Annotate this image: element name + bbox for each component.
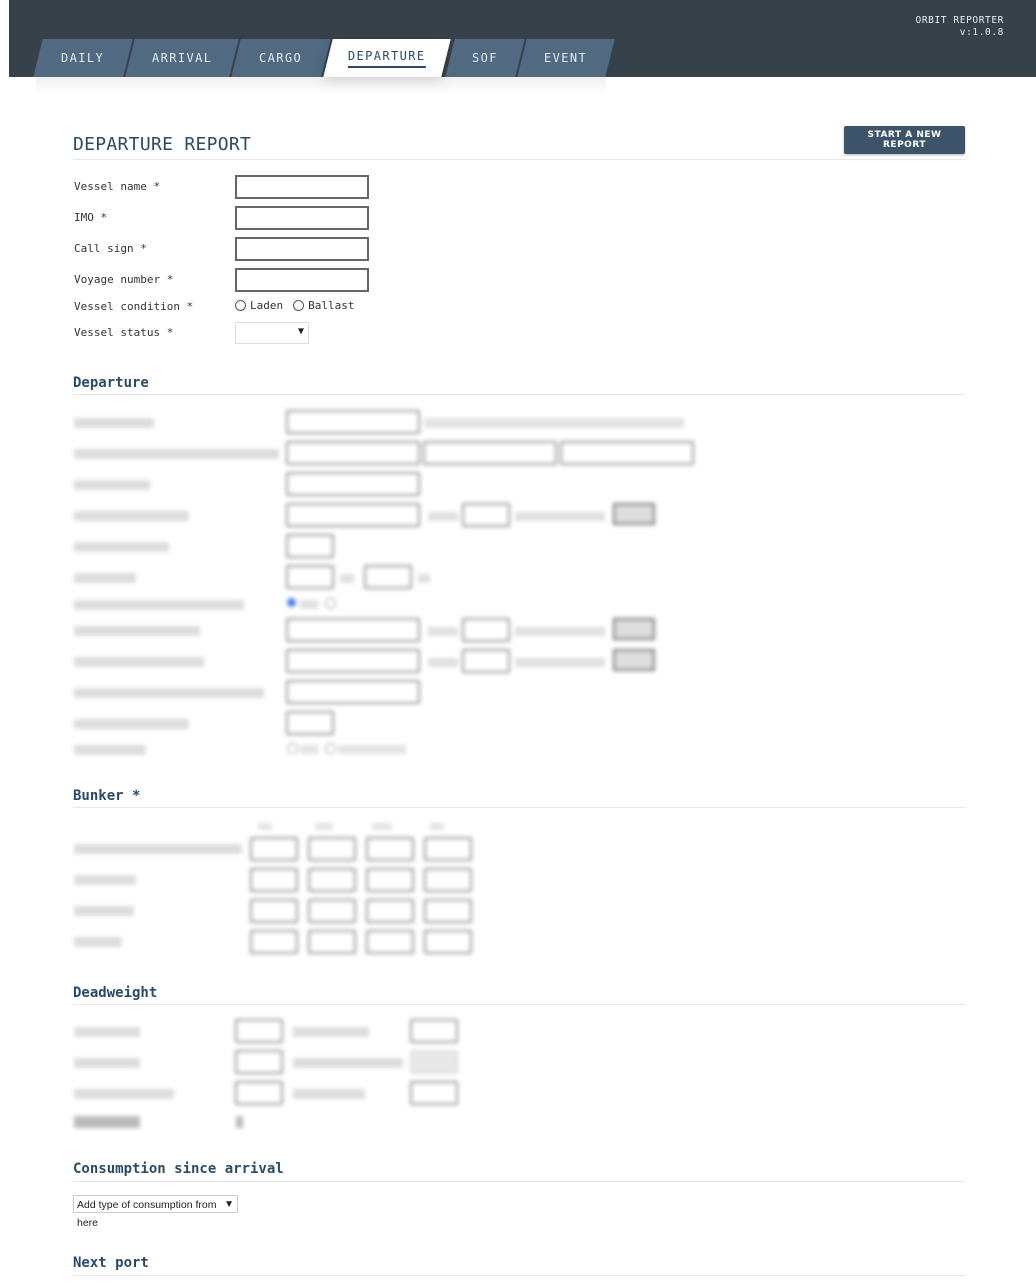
vessel-name-label: Vessel name * [74, 180, 161, 193]
berth-input[interactable] [286, 472, 420, 496]
vessel-condition-label: Vessel condition * [74, 300, 194, 313]
vessel-status-select[interactable] [235, 322, 309, 344]
brand-name: ORBIT REPORTER [915, 15, 1004, 26]
departure-time-input[interactable] [462, 503, 510, 527]
title-divider [73, 159, 965, 160]
draft-aft-input[interactable] [364, 565, 412, 589]
departure-date-input[interactable] [286, 503, 420, 527]
consumption-type-select[interactable] [73, 1195, 238, 1229]
chevron-down-icon: ▼ [297, 326, 304, 337]
tugs-used-input[interactable] [286, 711, 334, 735]
port-search-input[interactable] [286, 410, 420, 434]
tab-event[interactable]: EVENT [517, 39, 614, 77]
deadweight-divider [73, 1004, 965, 1005]
voyage-number-label: Voyage number * [74, 273, 174, 286]
departure-now-button[interactable] [613, 503, 655, 525]
water-used-input[interactable] [286, 680, 420, 704]
tab-arrival[interactable]: ARRIVAL [125, 39, 238, 77]
tank-cleaning-end-now-button[interactable] [613, 649, 655, 671]
ballast-label: Ballast [308, 299, 355, 312]
laden-radio[interactable] [235, 300, 246, 311]
imo-label: IMO * [74, 211, 108, 224]
app-version: v:1.0.8 [959, 27, 1004, 38]
ballast-radio[interactable] [293, 300, 304, 311]
brand [916, 15, 1004, 39]
vessel-condition-radios [235, 299, 354, 312]
tab-daily[interactable]: DAILY [33, 39, 132, 77]
imo-input[interactable] [235, 206, 369, 230]
draft-fwd-input[interactable] [286, 565, 334, 589]
start-new-report-button[interactable]: START A NEW REPORT [844, 126, 965, 154]
tab-sof[interactable]: SOF [445, 39, 524, 77]
chevron-down-icon: ▼ [224, 1199, 234, 1210]
call-sign-input[interactable] [235, 237, 369, 261]
vessel-name-input[interactable] [235, 175, 369, 199]
consumption-section-title: Consumption since arrival [73, 1161, 284, 1177]
departure-divider [73, 394, 965, 395]
tank-cleaning-end-input[interactable] [286, 649, 420, 673]
tab-cargo[interactable]: CARGO [231, 39, 330, 77]
tank-cleaning-start-time[interactable] [462, 618, 510, 642]
port-name-input[interactable] [286, 441, 420, 465]
tab-shadow [36, 77, 606, 95]
departure-section-title: Departure [73, 375, 149, 391]
laden-label: Laden [250, 299, 284, 312]
consumption-select-text: Add type of consumption from here [77, 1199, 217, 1229]
tank-cleaning-start-input[interactable] [286, 618, 420, 642]
tank-cleaning-end-time[interactable] [462, 649, 510, 673]
next-port-divider [73, 1275, 965, 1276]
bunker-section-title: Bunker * [73, 788, 141, 804]
tank-cleaning-start-now-button[interactable] [613, 618, 655, 640]
port-country-input[interactable] [423, 441, 557, 465]
vessel-status-label: Vessel status * [74, 326, 174, 339]
page-title: DEPARTURE REPORT [73, 134, 252, 155]
next-port-section-title: Next port [73, 1255, 149, 1271]
tab-departure[interactable]: DEPARTURE [323, 39, 450, 77]
deadweight-section-title: Deadweight [73, 985, 158, 1001]
port-code-input[interactable] [560, 441, 694, 465]
call-sign-label: Call sign * [74, 242, 147, 255]
consumption-divider [73, 1181, 965, 1182]
bunker-divider [73, 807, 965, 808]
cargo-ops-input[interactable] [286, 534, 334, 558]
voyage-number-input[interactable] [235, 268, 369, 292]
